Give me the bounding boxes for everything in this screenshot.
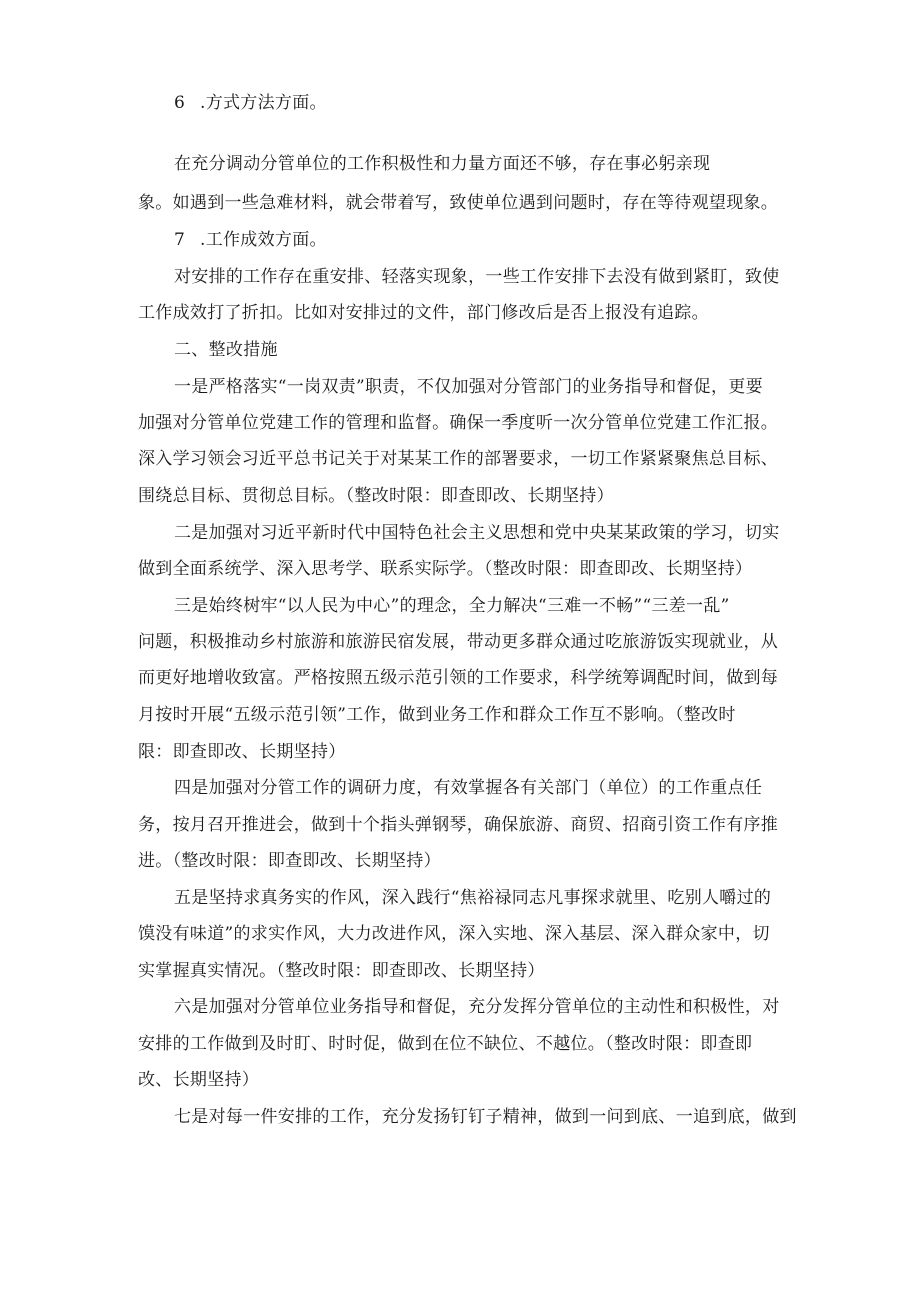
paragraph-line: 六是加强对分管单位业务指导和督促，充分发挥分管单位的主动性和积极性，对	[174, 997, 780, 1017]
paragraph-line: 一是严格落实“一岗双责”职责，不仅加强对分管部门的业务指导和督促，更要	[174, 377, 763, 397]
paragraph-line: 象。如遇到一些急难材料，就会带着写，致使单位遇到问题时，存在等待观望现象。	[138, 193, 779, 213]
section-heading-7	[174, 229, 327, 251]
paragraph-line: 而更好地增收致富。严格按照五级示范引领的工作要求，科学统筹调配时间，做到每	[138, 668, 779, 688]
paragraph-line: 月按时开展“五级示范引领”工作，做到业务工作和群众工作互不影响。（整改时	[138, 705, 736, 725]
paragraph-line: 在充分调动分管单位的工作积极性和力量方面还不够，存在事必躬亲现	[174, 154, 711, 174]
paragraph-line: 改、长期坚持）	[138, 1070, 260, 1090]
paragraph-line: 限：即查即改、长期坚持）	[138, 742, 346, 762]
paragraph-line: 馍没有味道”的求实作风，大力改进作风，深入实地、深入基层、深入群众家中，切	[138, 924, 770, 944]
paragraph-line: 问题，积极推动乡村旅游和旅游民宿发展，带动更多群众通过吃旅游饭实现就业，从	[138, 632, 779, 652]
paragraph-line: 工作成效打了折扣。比如对安排过的文件，部门修改后是否上报没有追踪。	[138, 303, 709, 323]
paragraph-line: 对安排的工作存在重安排、轻落实现象，一些工作安排下去没有做到紧盯，致使	[174, 267, 780, 287]
section-number: 6	[174, 93, 186, 113]
section-heading-2: 二、整改措施	[174, 340, 278, 360]
paragraph-line: 围绕总目标、贯彻总目标。（整改时限：即查即改、长期坚持）	[138, 486, 614, 506]
paragraph-line: 三是始终树牢“以人民为中心”的理念，全力解决“三难一不畅”“三差一乱”	[174, 596, 730, 616]
paragraph-line: 七是对每一件安排的工作，充分发扬钉钉子精神，做到一问到底、一追到底，做到	[174, 1107, 797, 1127]
paragraph-line: 五是坚持求真务实的作风，深入践行“焦裕禄同志凡事探求就里、吃别人嚼过的	[174, 888, 772, 908]
paragraph-line: 做到全面系统学、深入思考学、联系实际学。（整改时限：即查即改、长期坚持）	[138, 559, 753, 579]
paragraph-line: 实掌握真实情况。（整改时限：即查即改、长期坚持）	[138, 961, 545, 981]
section-title: .方式方法方面。	[200, 93, 327, 113]
paragraph-line: 务，按月召开推进会，做到十个指头弹钢琴，确保旅游、商贸、招商引资工作有序推	[138, 815, 779, 835]
section-number: 7	[174, 230, 186, 250]
section-heading-6	[174, 92, 327, 114]
paragraph-line: 深入学习领会习近平总书记关于对某某工作的部署要求，一切工作紧紧聚焦总目标、	[138, 449, 779, 469]
paragraph-line: 进。（整改时限：即查即改、长期坚持）	[138, 851, 441, 871]
paragraph-line: 四是加强对分管工作的调研力度，有效掌握各有关部门（单位）的工作重点任	[174, 778, 763, 798]
paragraph-line: 加强对分管单位党建工作的管理和监督。确保一季度听一次分管单位党建工作汇报。	[138, 413, 779, 433]
paragraph-line: 安排的工作做到及时盯、时时促，做到在位不缺位、不越位。（整改时限：即查即	[138, 1034, 753, 1054]
paragraph-line: 二是加强对习近平新时代中国特色社会主义思想和党中央某某政策的学习，切实	[174, 523, 780, 543]
section-title: .工作成效方面。	[200, 230, 327, 250]
